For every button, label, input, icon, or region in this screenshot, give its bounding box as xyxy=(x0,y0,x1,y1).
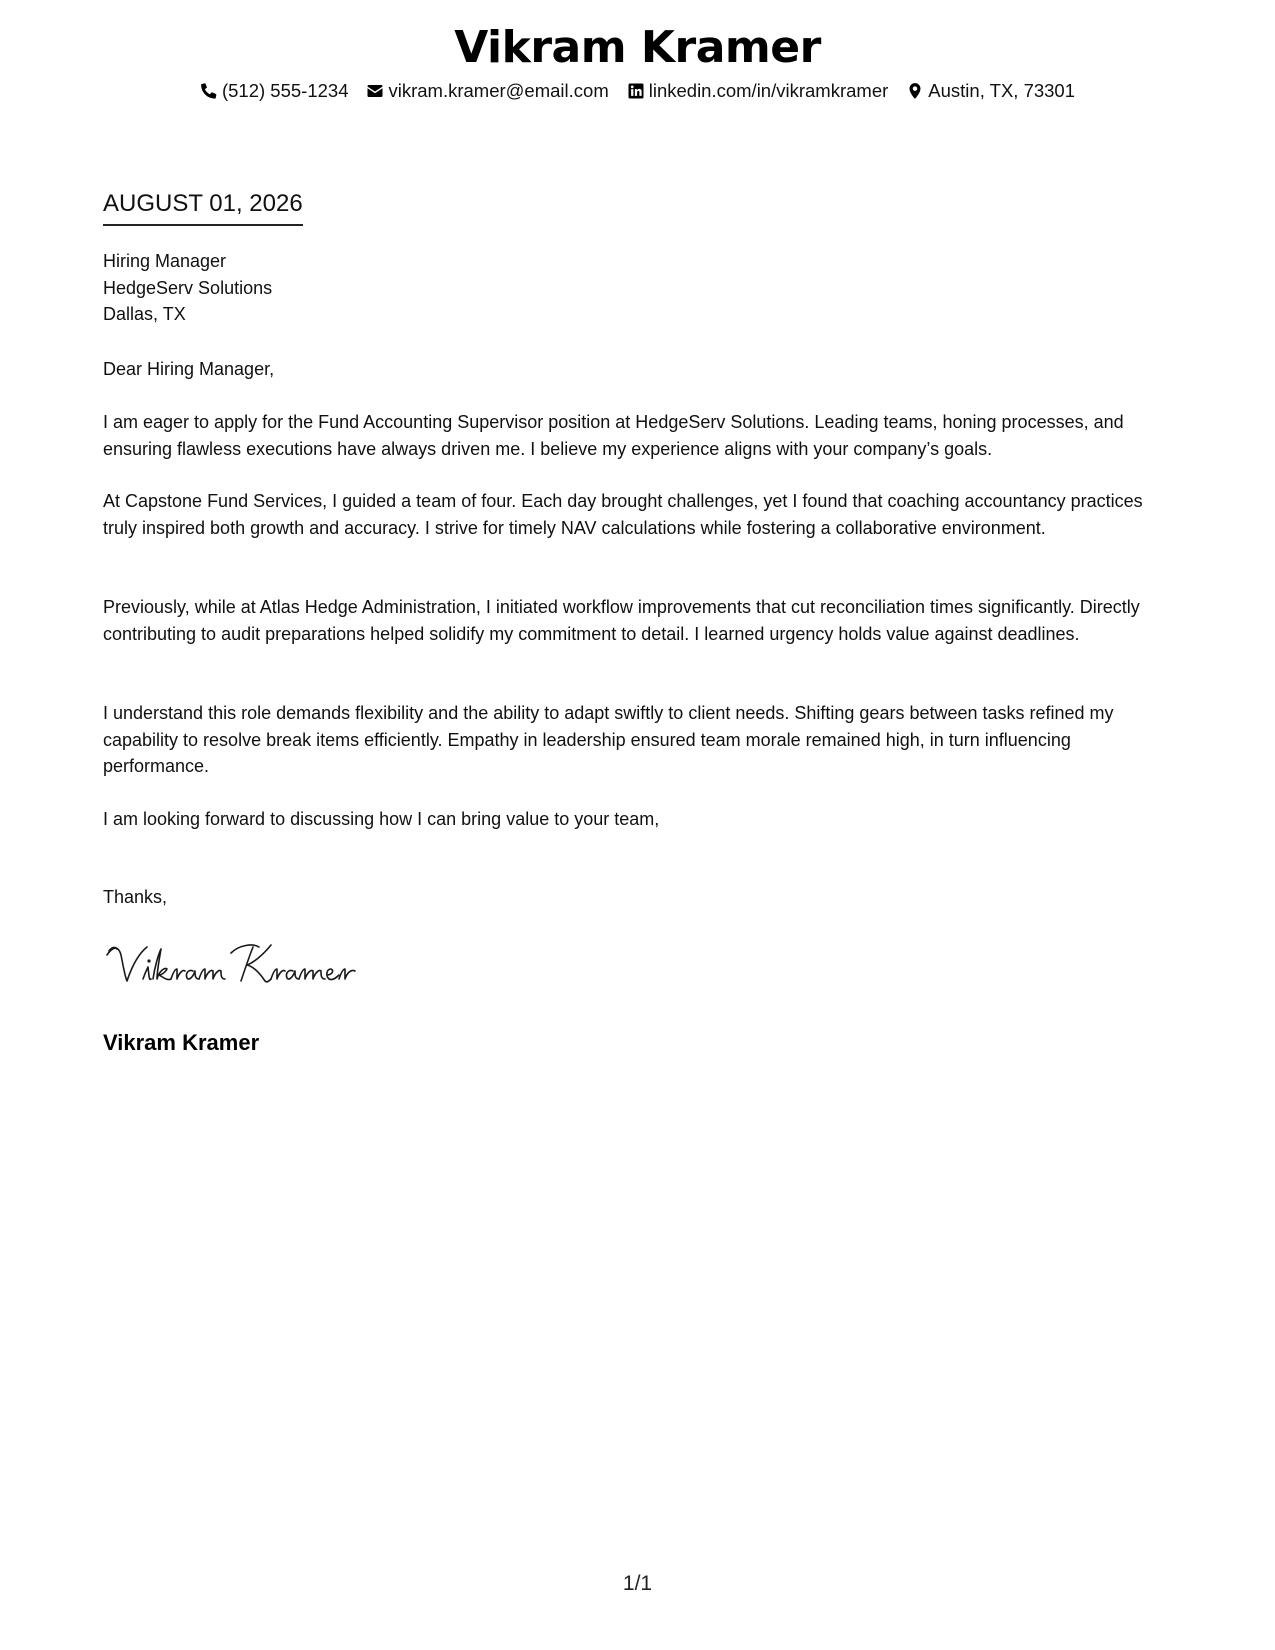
handwritten-signature xyxy=(103,935,363,995)
sign-off: Thanks, xyxy=(103,887,168,907)
contact-linkedin xyxy=(627,78,889,104)
body-paragraph: I am eager to apply for the Fund Accounting Supervisor position at HedgeServ Solutions. Leading teams, honing processes, and ensuring flawless executions have always driven me. I believe my experience aligns with your company’s goals. xyxy=(103,412,1124,459)
recipient-block xyxy=(103,248,272,328)
page-indicator: 1/1 xyxy=(622,1572,653,1595)
linkedin-icon xyxy=(627,82,645,100)
map-pin-icon xyxy=(906,82,924,100)
body-paragraph: At Capstone Fund Services, I guided a team of four. Each day brought challenges, yet I found that coaching accountancy practices truly inspired both growth and accuracy. I strive for timely NAV calculations while fostering a collaborative environment. xyxy=(103,491,1143,538)
letter-date: AUGUST 01, 2026 xyxy=(103,188,303,226)
signer-name: Vikram Kramer xyxy=(103,1030,260,1055)
envelope-icon xyxy=(366,82,384,100)
phone-icon xyxy=(200,82,218,100)
contact-email xyxy=(366,78,608,104)
linkedin-url: linkedin.com/in/vikramkramer xyxy=(648,80,889,101)
closing-line: I am looking forward to discussing how I can bring value to your team, xyxy=(103,809,660,829)
contact-location xyxy=(906,78,1075,104)
recipient-company: HedgeServ Solutions xyxy=(103,277,273,298)
recipient-location: Dallas, TX xyxy=(103,304,186,324)
contact-phone xyxy=(200,78,349,104)
body-paragraph: Previously, while at Atlas Hedge Administration, I initiated workflow improvements that cut reconciliation times significantly. Directly contributing to audit preparations helped solidify my commitment to detail. I learned urgency holds value against deadlines. xyxy=(103,597,1140,644)
location-text: Austin, TX, 73301 xyxy=(928,80,1076,101)
body-paragraph: I understand this role demands flexibility and the ability to adapt swiftly to client needs. Shifting gears between tasks refined my capability to resolve break items efficiently. Empathy in leadership ensured team morale remained high, in turn influencing performance. xyxy=(103,703,1114,776)
phone-number: (512) 555-1234 xyxy=(221,80,349,101)
applicant-name: Vikram Kramer xyxy=(454,22,821,73)
contact-bar xyxy=(0,78,1275,104)
email-address: vikram.kramer@email.com xyxy=(388,80,609,101)
recipient-title: Hiring Manager xyxy=(103,251,227,271)
salutation: Dear Hiring Manager, xyxy=(103,359,275,379)
